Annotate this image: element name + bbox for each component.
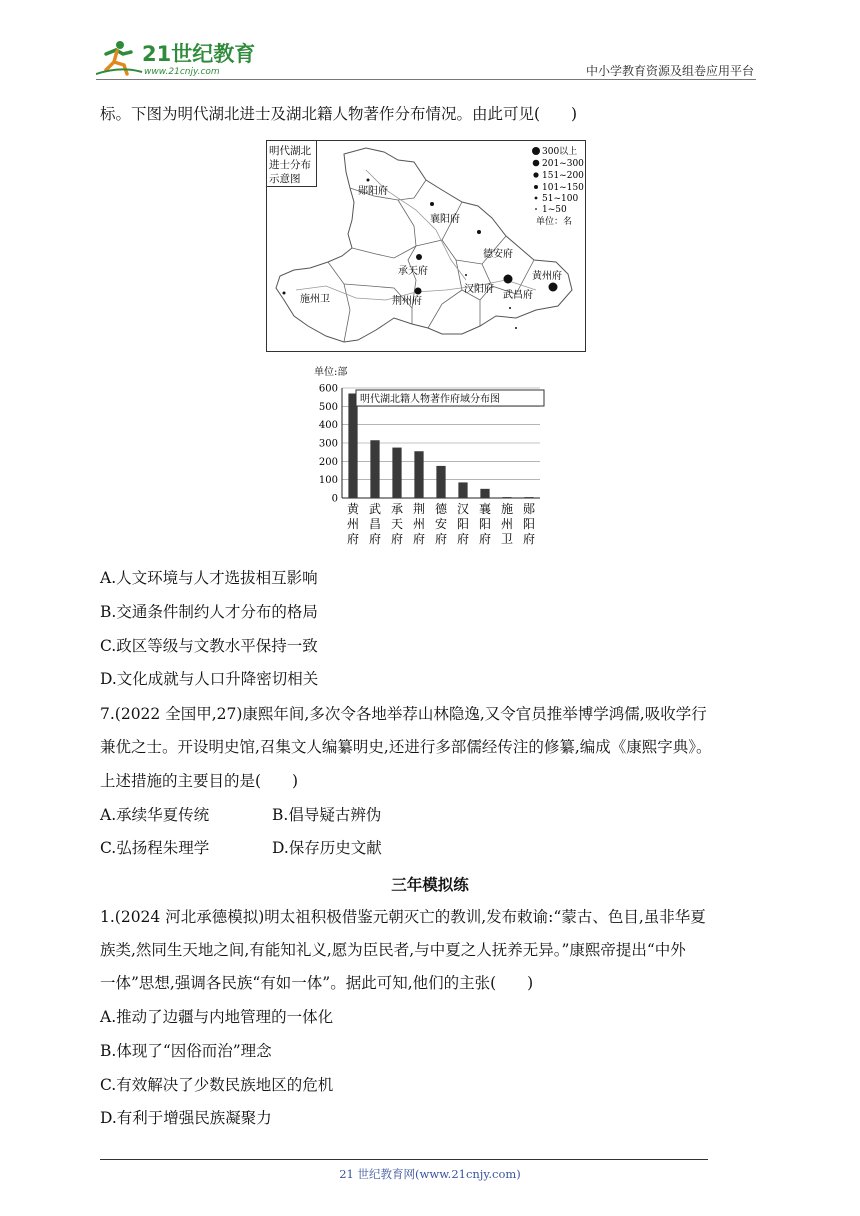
place-label: 施州卫 [300,294,330,305]
place-label: 襄阳府 [430,214,460,225]
logo-url: www.21cnjy.com [144,67,220,77]
place-label: 承天府 [398,266,428,277]
map-title-line: 进士分布 [269,159,311,171]
jinshi-dot [415,288,422,295]
site-logo [96,38,266,80]
x-tick-label: 昌 [368,517,382,531]
jinshi-dot [416,254,422,260]
place-label: 郧阳府 [358,186,388,197]
x-tick-label: 襄 [478,502,492,516]
chart-title: 明代湖北籍人物著作府域分布图 [360,394,500,405]
q1-option-a: A.推动了边疆与内地管理的一体化 [100,1008,334,1026]
q7-stem-line: 兼优之士。开设明史馆,召集文人编纂明史,还进行多部儒经传注的修纂,编成《康熙字典》。 [100,738,712,756]
legend-label: 51~100 [542,194,579,204]
jinshi-dot [504,275,513,284]
bar [348,394,357,499]
y-tick-label: 500 [318,401,338,413]
x-tick-label: 安 [434,517,448,531]
x-tick-label: 阳 [522,517,536,531]
header-divider [96,79,756,80]
bar [392,448,401,498]
q7-option-d: D.保存历史文献 [272,839,382,857]
y-tick-label: 100 [318,475,338,487]
x-tick-label: 卫 [500,532,514,546]
x-tick-label: 郧 [522,502,536,516]
section-title: 三年模拟练 [391,875,469,894]
bar [370,440,379,498]
legend-label: 201~300 [542,159,584,169]
map-title-line: 明代湖北 [269,145,311,157]
legend-label: 151~200 [542,171,584,181]
place-label: 黄州府 [532,271,562,282]
option-c: C.政区等级与文教水平保持一致 [100,637,318,655]
q1-stem-line: 族类,然同生天地之间,有能知礼义,愿为臣民者,与中夏之人抚养无异。”康熙帝提出“中外 [100,941,686,959]
x-tick-label: 德 [434,502,448,516]
x-tick-label: 府 [368,532,382,546]
bar [524,497,533,498]
map-title-line: 示意图 [269,173,301,185]
x-tick-label: 黄 [346,502,360,516]
q1-option-d: D.有利于增强民族凝聚力 [100,1109,272,1127]
q1-option-b: B.体现了“因俗而治”理念 [100,1042,272,1060]
x-tick-label: 府 [412,532,426,546]
q1-stem-line: 1.(2024 河北承德模拟)明太祖积极借鉴元朝灭亡的教训,发布敕谕:“蒙古、色目,虽非华夏 [100,908,706,926]
option-a: A.人文环境与人才选拔相互影响 [100,569,318,587]
bar [502,497,511,498]
place-label: 汉阳府 [464,284,494,295]
y-tick-label: 300 [318,438,338,450]
place-label: 德安府 [483,249,513,260]
jinshi-dot [283,292,286,295]
q7-stem-line: 7.(2022 全国甲,27)康熙年间,多次令各地举荐山林隐逸,又令官员推举博学鸿儒,吸收学行 [100,705,707,723]
y-tick-label: 200 [318,456,338,468]
x-tick-label: 荆 [412,502,426,516]
x-tick-label: 府 [346,532,360,546]
q1-stem-line: 一体”思想,强调各民族“有如一体”。据此可知,他们的主张( ) [100,974,534,992]
q7-option-b: B.倡导疑古辨伪 [272,806,382,824]
y-tick-label: 400 [318,420,338,432]
bar [480,489,489,498]
footer-text: 21 世纪教育网(www.21cnjy.com) [339,1167,521,1181]
place-label: 武昌府 [503,290,533,301]
x-tick-label: 阳 [456,517,470,531]
x-tick-label: 州 [412,517,426,531]
x-tick-label: 天 [390,517,404,531]
chart-unit-label: 单位:部 [314,367,348,378]
legend-label: 101~150 [542,183,584,193]
x-tick-label: 施 [500,502,514,516]
place-label: 荆州府 [392,296,422,307]
x-tick-label: 汉 [456,502,470,516]
option-d: D.文化成就与人口升降密切相关 [100,670,319,688]
q1-option-c: C.有效解决了少数民族地区的危机 [100,1076,334,1094]
jinshi-dot [477,230,481,234]
bar [414,451,423,498]
jinshi-dot [515,327,517,329]
bar [436,466,445,498]
logo-text: 21世纪教育 [142,42,256,66]
jinshi-dot [509,307,511,309]
option-b: B.交通条件制约人才分布的格局 [100,603,318,621]
x-tick-label: 州 [346,517,360,531]
x-tick-label: 阳 [478,517,492,531]
jinshi-dot [367,179,370,182]
footer-divider [100,1159,708,1160]
jinshi-dot [465,274,467,276]
hubei-jinshi-map [266,140,586,352]
x-tick-label: 府 [390,532,404,546]
question-intro: 标。下图为明代湖北进士及湖北籍人物著作分布情况。由此可见( ) [100,105,578,123]
platform-name: 中小学教育资源及组卷应用平台 [585,64,754,78]
x-tick-label: 承 [390,502,404,516]
bar [458,482,467,498]
legend-unit: 单位：名 [536,217,573,227]
y-tick-label: 600 [318,383,338,395]
x-tick-label: 府 [434,532,448,546]
x-tick-label: 武 [368,502,382,516]
q7-option-a: A.承续华夏传统 [100,806,210,824]
x-tick-label: 府 [478,532,492,546]
legend-label: 1~50 [542,205,567,215]
y-tick-label: 0 [331,493,338,505]
q7-option-c: C.弘扬程朱理学 [100,839,210,857]
jinshi-dot [430,202,434,206]
bar-chart [308,364,548,554]
x-tick-label: 州 [500,517,514,531]
x-tick-label: 府 [522,532,536,546]
q7-stem-line: 上述措施的主要目的是( ) [100,772,299,790]
chart-bars [347,394,535,547]
legend-label: 300以上 [542,147,578,157]
jinshi-dot [549,283,558,292]
x-tick-label: 府 [456,532,470,546]
runner-icon [96,41,142,74]
